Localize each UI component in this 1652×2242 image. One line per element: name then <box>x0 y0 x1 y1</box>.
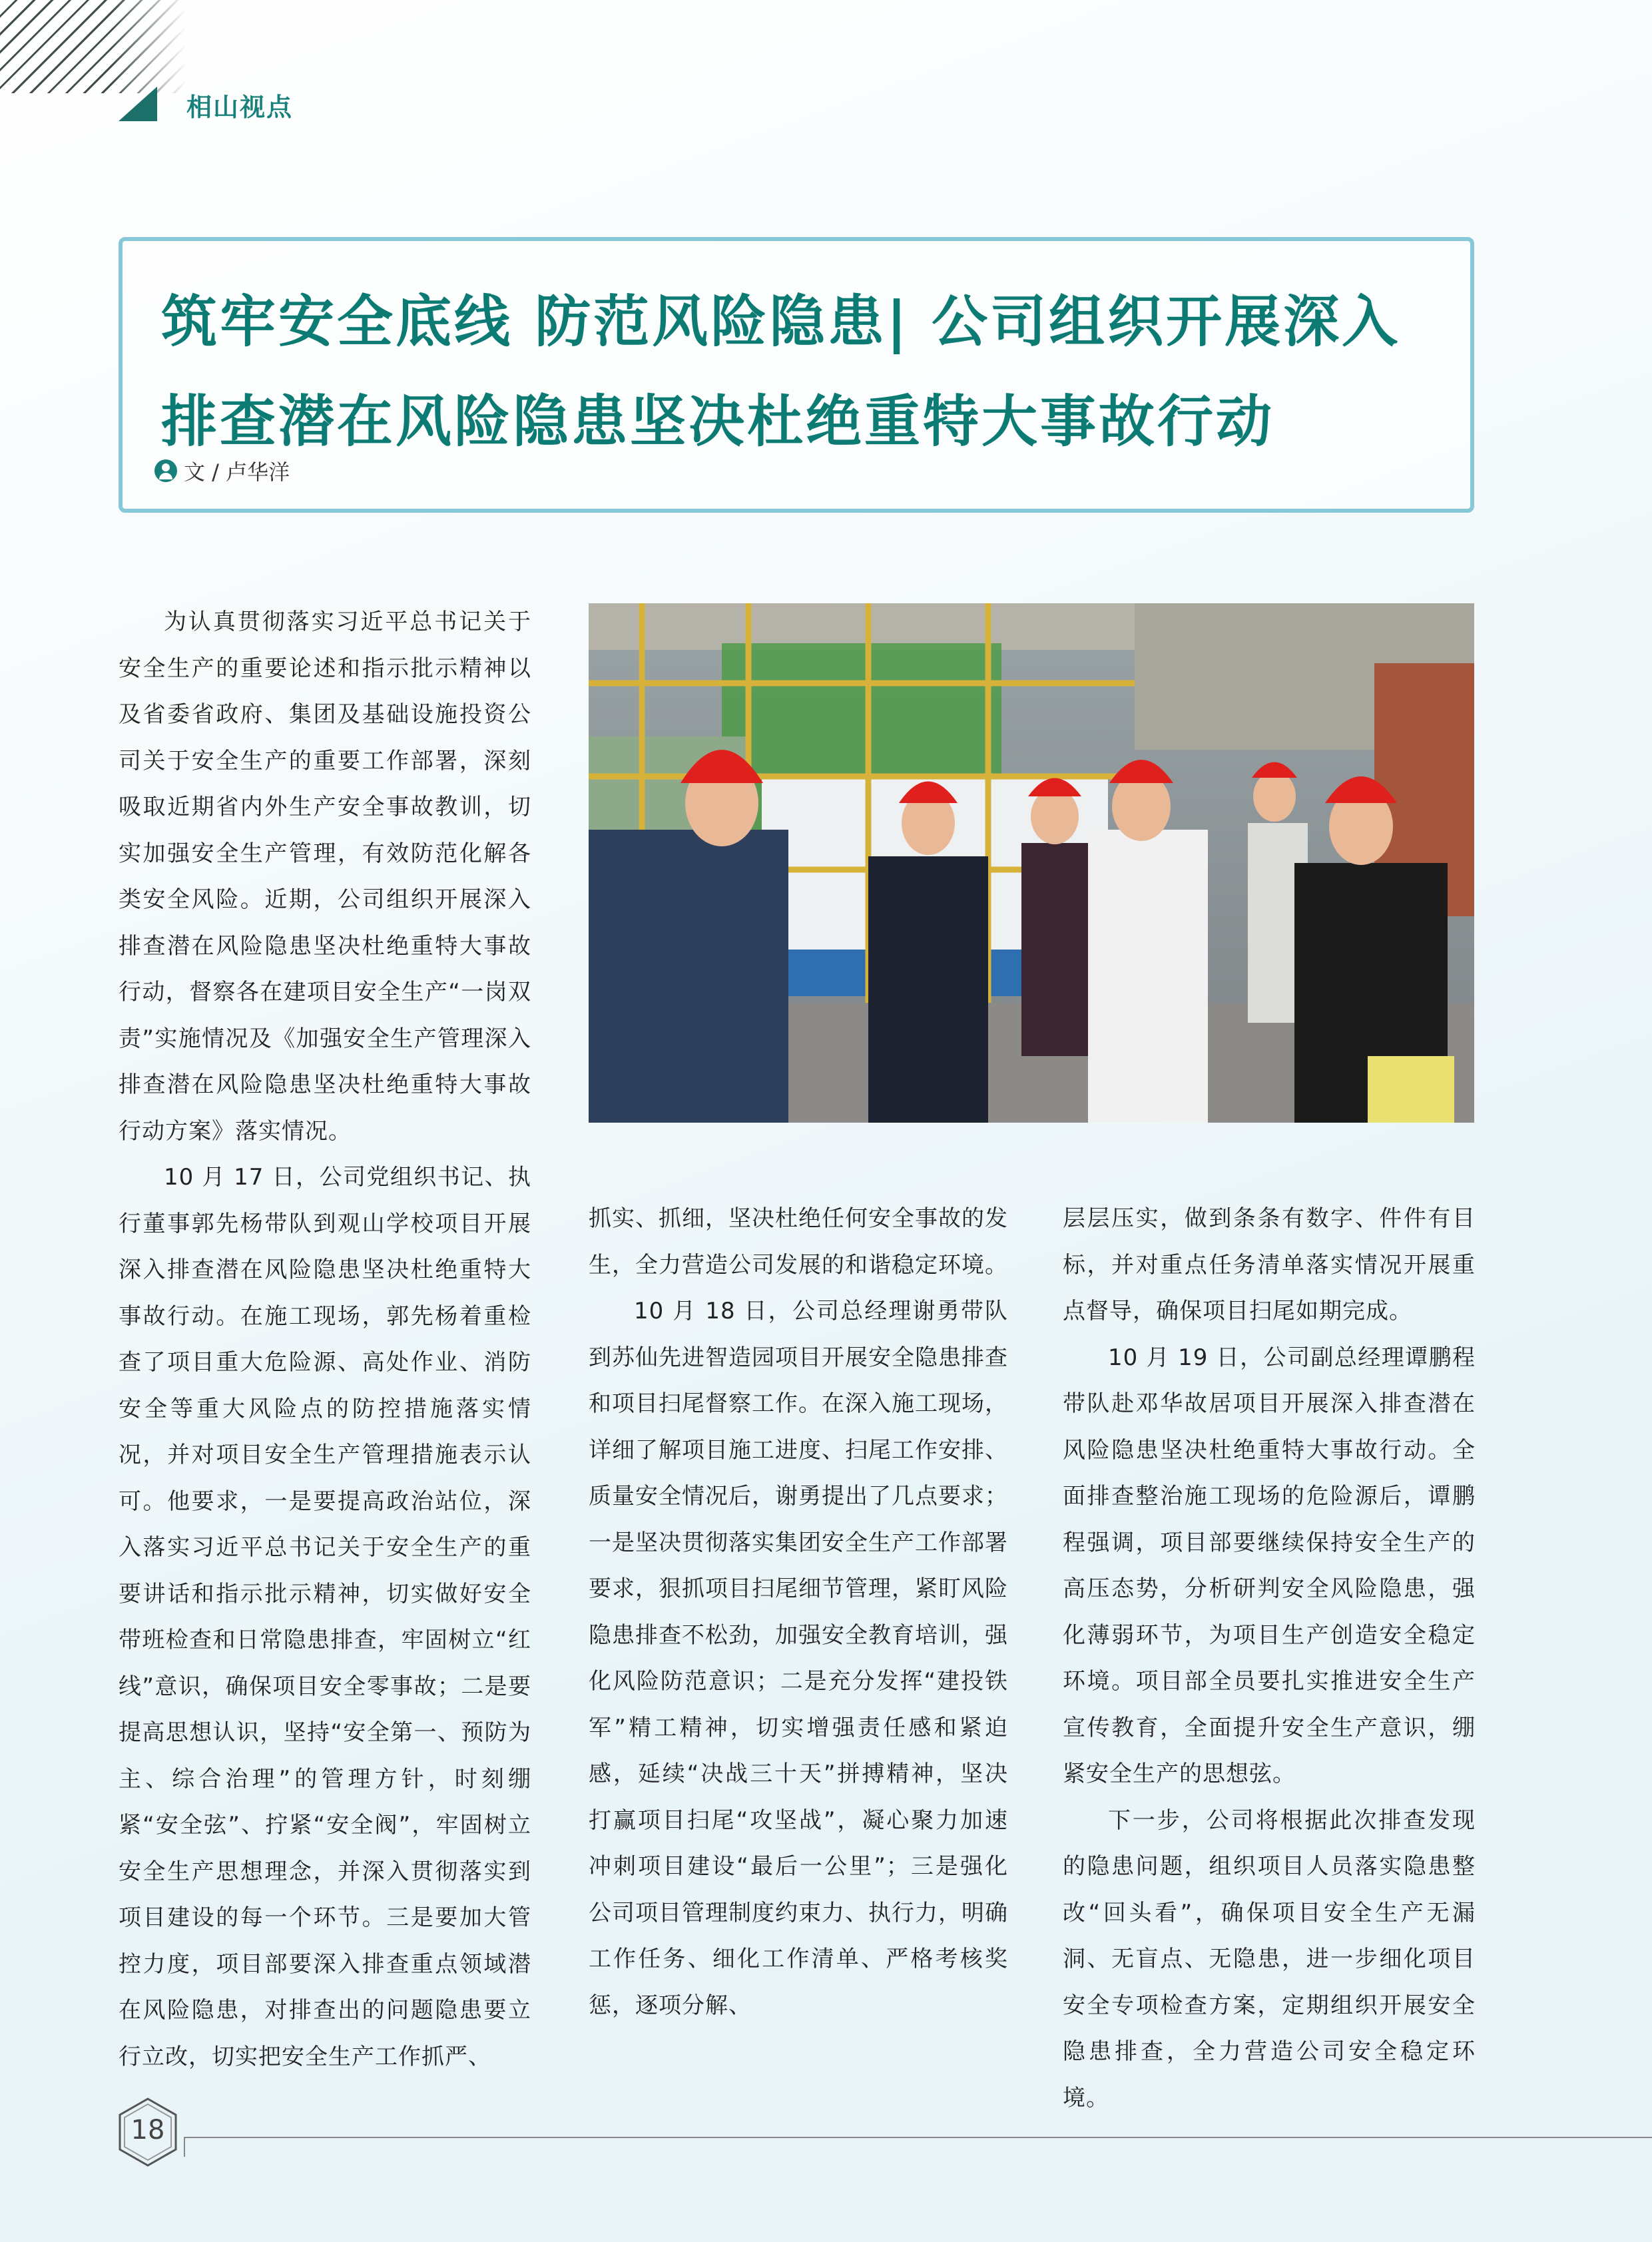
footer-tick <box>184 2137 185 2157</box>
section-mark-icon <box>119 87 157 121</box>
page-number: 18 <box>131 2115 165 2145</box>
site-inspection-photo <box>589 603 1474 1123</box>
text-column-2 <box>589 1196 1008 2029</box>
paragraph: 下一步，公司将根据此次排查发现的隐患问题，组织项目人员落实隐患整改“回头看”，确保项目安全生产无漏洞、无盲点、无隐患，进一步细化项目安全专项检查方案，定期组织开展安全隐患排查，全力营造公司安全稳定环境。 <box>1063 1807 1476 2111</box>
title-line-1: 筑牢安全底线 防范风险隐患| 公司组织开展深入 <box>161 289 1401 354</box>
user-icon <box>154 459 177 482</box>
paragraph: 10 月 18 日，公司总经理谢勇带队到苏仙先进智造园项目开展安全隐患排查和项目扫尾督察工作。在深入施工现场，详细了解项目施工进度、扫尾工作安排、质量安全情况后，谢勇提出了几点要求；一是坚决贯彻落实集团安全生产工作部署要求，狠抓项目扫尾细节管理，紧盯风险隐患排查不松劲，加强安全教育培训，强化风险防范意识；二是充分发挥“建投铁军”精工精神，切实增强责任感和紧迫感，延续“决战三十天”拼搏精神，坚决打赢项目扫尾“攻坚战”，凝心聚力加速冲刺项目建设“最后一公里”；三是强化公司项目管理制度约束力、执行力，明确工作任务、细化工作清单、严格考核奖惩，逐项分解、 <box>589 1298 1008 2019</box>
footer-line <box>184 2137 1652 2138</box>
title-box <box>119 237 1474 513</box>
paragraph: 10 月 19 日，公司副总经理谭鹏程带队赴邓华故居项目开展深入排查潜在风险隐患坚决杜绝重特大事故行动。全面排查整治施工现场的危险源后，谭鹏程强调，项目部要继续保持安全生产的高压态势，分析研判安全风险隐患，强化薄弱环节，为项目生产创造安全稳定环境。项目部全员要扎实推进安全生产宣传教育，全面提升安全生产意识，绷紧安全生产的思想弦。 <box>1063 1344 1476 1787</box>
text-column-3 <box>1063 1196 1476 2121</box>
section-label: 相山视点 <box>186 93 294 122</box>
photo-illustration <box>589 603 1474 1123</box>
paragraph: 抓实、抓细，坚决杜绝任何安全事故的发生，全力营造公司发展的和谐稳定环境。 <box>589 1205 1008 1278</box>
byline-text: 文 / 卢华洋 <box>184 459 290 485</box>
text-column-1 <box>119 599 531 2080</box>
paragraph: 层层压实，做到条条有数字、件件有目标，并对重点任务清单落实情况开展重点督导，确保项目扫尾如期完成。 <box>1063 1205 1476 1324</box>
article-title <box>161 272 1460 471</box>
decorative-stripes <box>0 0 186 93</box>
paragraph: 为认真贯彻落实习近平总书记关于安全生产的重要论述和指示批示精神以及省委省政府、集团及基础设施投资公司关于安全生产的重要工作部署，深刻吸取近期省内外生产安全事故教训，切实加强安全生产管理，有效防范化解各类安全风险。近期，公司组织开展深入排查潜在风险隐患坚决杜绝重特大事故行动，督察各在建项目安全生产“一岗双责”实施情况及《加强安全生产管理深入排查潜在风险隐患坚决杜绝重特大事故行动方案》落实情况。 <box>119 609 531 1145</box>
paragraph: 10 月 17 日，公司党组织书记、执行董事郭先杨带队到观山学校项目开展深入排查潜在风险隐患坚决杜绝重特大事故行动。在施工现场，郭先杨着重检查了项目重大危险源、高处作业、消防安全等重大风险点的防控措施落实情况，并对项目安全生产管理措施表示认可。他要求，一是要提高政治站位，深入落实习近平总书记关于安全生产的重要讲话和指示批示精神，切实做好安全带班检查和日常隐患排查，牢固树立“红线”意识，确保项目安全零事故；二是要提高思想认识，坚持“安全第一、预防为主、综合治理”的管理方针，时刻绷紧“安全弦”、拧紧“安全阀”，牢固树立安全生产思想理念，并深入贯彻落实到项目建设的每一个环节。三是要加大管控力度，项目部要深入排查重点领域潜在风险隐患，对排查出的问题隐患要立行立改，切实把安全生产工作抓严、 <box>119 1164 531 2070</box>
byline <box>154 455 290 486</box>
title-line-2: 排查潜在风险隐患坚决杜绝重特大事故行动 <box>161 389 1275 454</box>
